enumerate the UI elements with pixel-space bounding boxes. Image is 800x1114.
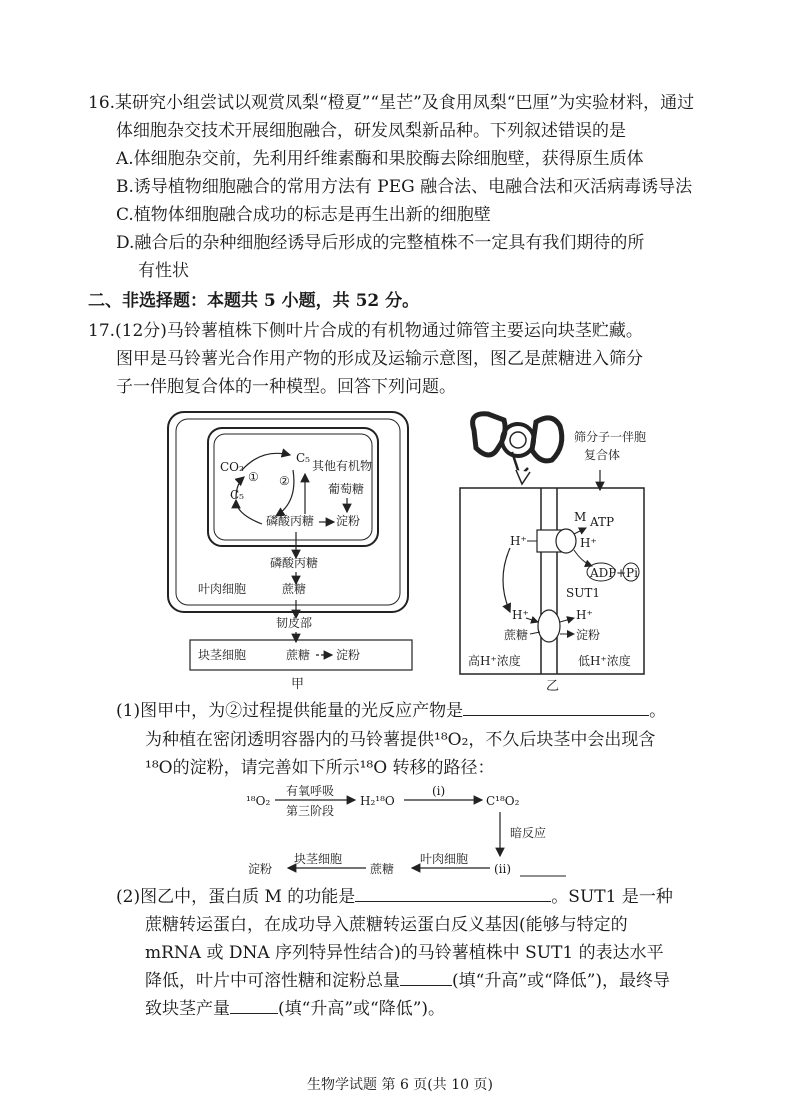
q17-stem-line1: 17.(12分)马铃薯植株下侧叶片合成的有机物通过筛管主要运向块茎贮藏。 — [88, 321, 643, 341]
path-o2: ¹⁸O₂ — [246, 794, 271, 808]
figure-yi-box — [460, 488, 644, 674]
path-co2: C¹⁸O₂ — [486, 794, 520, 808]
cycle-arrow-top — [242, 453, 290, 470]
label-h-low-right: H⁺ — [576, 608, 593, 622]
path-tuber: 块茎细胞 — [294, 852, 343, 866]
q17-part2-text-a: (2)图乙中，蛋白质 M 的功能是 — [116, 887, 356, 907]
label-complex-line2: 复合体 — [584, 448, 621, 462]
label-starch-chloroplast: 淀粉 — [336, 514, 361, 528]
label-glucose: 葡萄糖 — [328, 482, 365, 496]
path-water: H₂¹⁸O — [360, 794, 395, 808]
page-footer: 生物学试题 第 6 页(共 10 页) — [307, 1077, 493, 1093]
label-protein-m: M — [574, 510, 587, 524]
label-sut1: SUT1 — [566, 586, 600, 600]
path-aerobic-top: 有氧呼吸 — [286, 784, 335, 798]
label-c5-top: C₅ — [296, 451, 310, 465]
h-gradient-arrow — [503, 548, 510, 612]
path-dark-reaction: 暗反应 — [510, 826, 547, 840]
q17-stem-line2: 图甲是马铃薯光合作用产物的形成及运输示意图，图乙是蔗糖进入筛分 — [116, 349, 643, 369]
q16-option-a: A.体细胞杂交前，先利用纤维素酶和果胶酶去除细胞壁，获得原生质体 — [116, 149, 644, 169]
label-h-left: H⁺ — [510, 534, 527, 548]
answer-blank-4[interactable] — [230, 1012, 278, 1014]
label-tuber-cell: 块茎细胞 — [198, 648, 247, 662]
label-low-h-concentration: 低H⁺浓度 — [578, 654, 631, 668]
label-h-right: H⁺ — [580, 536, 597, 550]
figure-yi-caption: 乙 — [546, 679, 560, 694]
path-step-ii: (ii) — [494, 862, 512, 876]
protein-m-atpase — [556, 529, 576, 553]
q17-part2-line3: mRNA 或 DNA 序列特异性结合)的马铃薯植株中 SUT1 的表达水平 — [145, 943, 664, 963]
label-sucrose: 蔗糖 — [282, 582, 307, 596]
mesophyll-cell-inner-outline — [176, 419, 400, 605]
q16-stem-line1: 16.某研究小组尝试以观赏凤梨“橙夏”“星芒”及食用凤梨“巴厘”为实验材料，通过 — [88, 93, 695, 113]
label-other-organics: 其他有机物 — [312, 459, 373, 473]
label-tuber-sucrose: 蔗糖 — [286, 648, 311, 662]
q16-option-d-line1: D.融合后的杂种细胞经诱导后形成的完整植株不一定具有我们期待的所 — [116, 233, 645, 253]
q17-part2-text-e: 致块茎产量 — [145, 999, 230, 1019]
answer-blank-3[interactable] — [400, 984, 452, 986]
label-phloem: 韧皮部 — [276, 616, 313, 630]
label-high-h-concentration: 高H⁺浓度 — [468, 654, 521, 668]
cycle-arrow-bottom — [236, 500, 262, 524]
label-plus: + — [616, 566, 627, 580]
q17-stem-line3: 子一伴胞复合体的一种模型。回答下列问题。 — [116, 377, 456, 397]
q17-part2-text-f: (填“升高”或“降低”)。 — [278, 999, 446, 1019]
atp-arrow — [574, 528, 586, 534]
q17-part2-line1 — [116, 886, 673, 908]
label-tuber-starch: 淀粉 — [336, 648, 361, 662]
q17-part2-text-d: (填“升高”或“降低”)，最终导 — [452, 971, 671, 991]
path-step-i: (i) — [432, 784, 446, 798]
path-starch: 淀粉 — [248, 862, 273, 876]
sut1-h-out-arrow — [560, 618, 574, 622]
figure-jia-caption: 甲 — [291, 677, 305, 692]
q17-part1-period: 。 — [649, 701, 667, 721]
label-h-low-left: H⁺ — [512, 608, 529, 622]
q17-part2-text-b: 。SUT1 是一种 — [551, 887, 673, 907]
q17-part2-line2: 蔗糖转运蛋白，在成功导入蔗糖转运蛋白反义基因(能够与特定的 — [145, 915, 628, 935]
answer-blank-2[interactable] — [355, 900, 551, 902]
label-c5-left: C₅ — [230, 488, 244, 502]
q17-part1-line3: ¹⁸O的淀粉，请完善如下所示¹⁸O 转移的路径： — [145, 758, 495, 778]
label-adp: ADP — [590, 566, 617, 580]
label-co2: CO₂ — [220, 460, 244, 474]
label-process-1: ① — [248, 470, 259, 484]
label-atp: ATP — [590, 515, 615, 529]
q17-part2-text-c: 降低，叶片中可溶性糖和淀粉总量 — [145, 971, 400, 991]
sut1-transporter — [538, 610, 560, 642]
path-aerobic-bottom: 第三阶段 — [286, 804, 335, 818]
q17-part2-line5 — [145, 998, 445, 1020]
q17-part1-line2: 为种植在密闭透明容器内的马铃薯提供¹⁸O₂，不久后块茎中会出现含 — [145, 730, 656, 750]
section-heading: 二、非选择题：本题共 5 小题，共 52 分。 — [88, 291, 420, 311]
q16-option-d-line2: 有性状 — [138, 261, 189, 281]
label-complex-line1: 筛分子一伴胞 — [574, 430, 647, 444]
label-process-2: ② — [279, 474, 290, 488]
label-triose-phosphate-chloroplast: 磷酸丙糖 — [266, 514, 315, 528]
adp-arrow — [574, 550, 592, 566]
label-triose-phosphate-cytosol: 磷酸丙糖 — [270, 556, 319, 570]
path-mesophyll: 叶肉细胞 — [420, 852, 469, 866]
q16-option-b: B.诱导植物细胞融合的常用方法有 PEG 融合法、电融合法和灭活病毒诱导法 — [116, 177, 693, 197]
answer-blank-1[interactable] — [463, 714, 649, 716]
leaf-section-icon — [473, 414, 562, 484]
label-yi-sucrose: 蔗糖 — [504, 628, 529, 642]
q17-part1-line1 — [116, 700, 666, 722]
path-sucrose: 蔗糖 — [370, 862, 395, 876]
q17-part2-line4 — [145, 970, 670, 992]
label-pi: Pi — [626, 566, 638, 580]
q17-part1-text: (1)图甲中，为②过程提供能量的光反应产物是 — [116, 701, 464, 721]
label-mesophyll-cell: 叶肉细胞 — [198, 582, 247, 596]
label-yi-starch: 淀粉 — [576, 628, 601, 642]
q16-stem-line2: 体细胞杂交技术开展细胞融合，研发凤梨新品种。下列叙述错误的是 — [116, 121, 626, 141]
q16-option-c: C.植物体细胞融合成功的标志是再生出新的细胞壁 — [116, 205, 491, 225]
